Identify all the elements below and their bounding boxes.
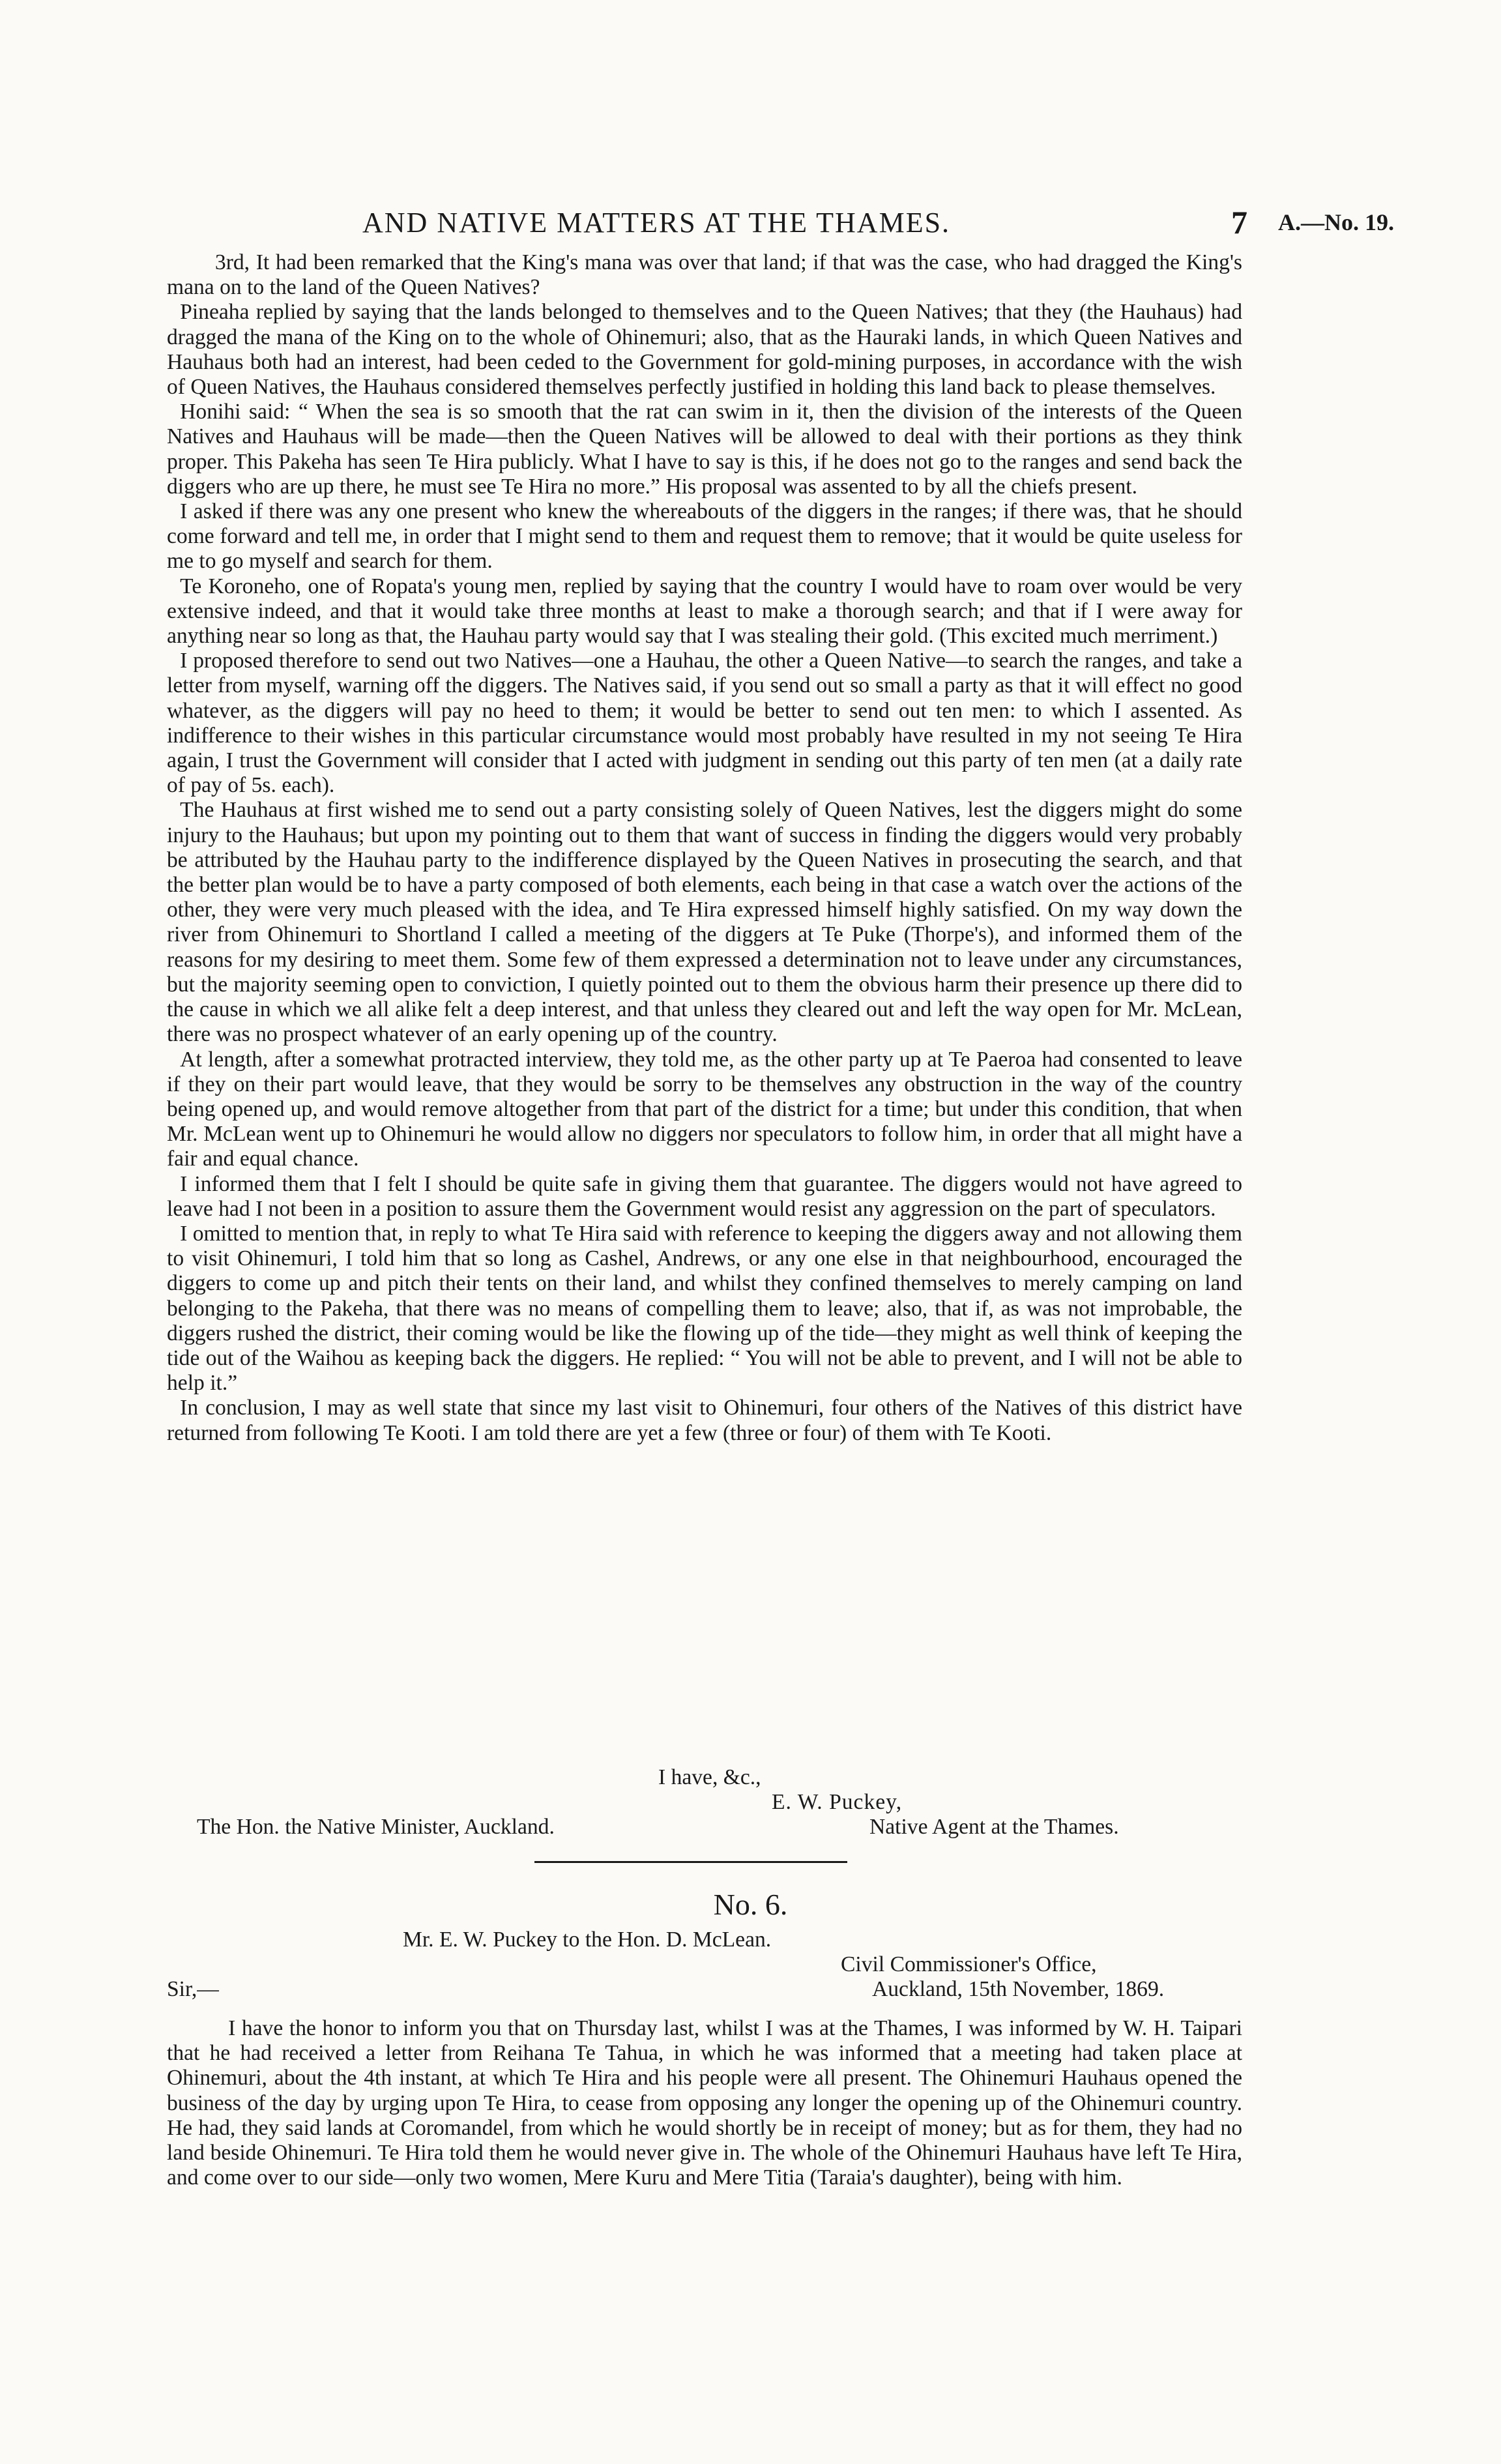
letter-body	[167, 250, 1242, 1446]
recipient: The Hon. the Native Minister, Auckland.	[197, 1815, 555, 1839]
signature-name: E. W. Puckey,	[772, 1790, 903, 1814]
paragraph: I have the honor to inform you that on Thursday last, whilst I was at the Thames, I was informed by W. H. Taipari that he had received a letter from Reihana Te Tahua, in which he was informed that a meeting had taken place at Ohinemuri, about the 4th instant, at which Te Hira and his people were all present. The Ohinemuri Hauhaus opened the business of the day by urging upon Te Hira, to cease from opposing any longer the opening up of the Ohinemuri country. He had, they said lands at Coromandel, from which he would shortly be in receipt of money; but as for them, they had no land beside Ohinemuri. Te Hira told them he would never give in. The whole of the Ohinemuri Hauhaus have left Te Hira, and come over to our side—only two women, Mere Kuru and Mere Titia (Taraia's daughter), being with him.	[167, 2016, 1242, 2190]
paragraph: 3rd, It had been remarked that the King's mana was over that land; if that was the case, who had dragged the King's mana on to the land of the Queen Natives?	[167, 250, 1242, 300]
letter-2-body	[167, 2016, 1242, 2190]
section-divider	[534, 1861, 847, 1863]
paragraph: In conclusion, I may as well state that since my last visit to Ohinemuri, four others of the Natives of this district have returned from following Te Kooti. I am told there are yet a few (three or four) of them with Te Kooti.	[167, 1396, 1242, 1445]
paragraph: Pineaha replied by saying that the lands belonged to themselves and to the Queen Natives; that they (the Hauhaus) had dragged the mana of the King on to the whole of Ohinemuri; also, that as the Hauraki lands, in which Queen Natives and Hauhaus both had an interest, had been ceded to the Government for gold-mining purposes, in accordance with the wish of Queen Natives, the Hauhaus considered themselves perfectly justified in holding this land back to please themselves.	[167, 300, 1242, 400]
letter-number: No. 6.	[713, 1888, 788, 1921]
office-line: Civil Commissioner's Office,	[841, 1952, 1097, 1976]
paragraph: The Hauhaus at first wished me to send out a party consisting solely of Queen Natives, lest the diggers might do some injury to the Hauhaus; but upon my pointing out to them that want of success in finding the diggers would very probably be attributed by the Hauhau party to the indifference displayed by the Queen Natives in prosecuting the search, and that the better plan would be to have a party composed of both elements, each being in that case a watch over the actions of the other, they were very much pleased with the idea, and Te Hira expressed himself highly satisfied. On my way down the river from Ohinemuri to Shortland I called a meeting of the diggers at Te Puke (Thorpe's), and informed them of the reasons for my desiring to meet them. Some few of them expressed a determination not to leave under any circumstances, but the majority seeming open to conviction, I quietly pointed out to them the obvious harm their presence up there did to the cause in which we all alike felt a deep interest, and that unless they cleared out and left the way open for Mr. McLean, there was no prospect whatever of an early opening up of the country.	[167, 798, 1242, 1047]
paragraph: Te Koroneho, one of Ropata's young men, replied by saying that the country I would have to roam over would be very extensive indeed, and that it would take three months at least to make a thorough search; and that if I were away for anything near so long as that, the Hauhau party would say that I was stealing their gold. (This excited much merriment.)	[167, 574, 1242, 649]
paragraph: I asked if there was any one present who knew the whereabouts of the diggers in the ranges; if there was, that he should come forward and tell me, in order that I might send to them and request them to remove; that it would be quite useless for me to go myself and search for them.	[167, 499, 1242, 574]
salutation: Sir,—	[167, 1977, 219, 2001]
paragraph: Honihi said: “ When the sea is so smooth that the rat can swim in it, then the division of the interests of the Queen Natives and Hauhaus will be made—then the Queen Natives will be allowed to deal with their portions as they think proper. This Pakeha has seen Te Hira publicly. What I have to say is this, if he does not go to the ranges and send back the diggers who are up there, he must see Te Hira no more.” His proposal was assented to by all the chiefs present.	[167, 400, 1242, 499]
letter-heading: Mr. E. W. Puckey to the Hon. D. McLean.	[403, 1928, 772, 1952]
page-header	[167, 206, 1418, 252]
signatory-title: Native Agent at the Thames.	[869, 1815, 1119, 1839]
paragraph: I informed them that I felt I should be quite safe in giving them that guarantee. The diggers would not have agreed to leave had I not been in a position to assure them the Government would resist any aggression on the part of speculators.	[167, 1171, 1242, 1221]
letter-date: Auckland, 15th November, 1869.	[872, 1977, 1165, 2001]
paragraph: At length, after a somewhat protracted interview, they told me, as the other party up at Te Paeroa had consented to leave if they on their part would leave, that they would be sorry to be themselves any obstruction in the way of the country being opened up, and would remove altogether from that part of the district for a time; but under this condition, that when Mr. McLean went up to Ohinemuri he would allow no diggers nor speculators to follow him, in order that all might have a fair and equal chance.	[167, 1047, 1242, 1171]
page-number: 7	[1231, 204, 1247, 241]
paragraph: I proposed therefore to send out two Natives—one a Hauhau, the other a Queen Native—to search the ranges, and take a letter from myself, warning off the diggers. The Natives said, if you send out so small a party as that it will effect no good whatever, as the diggers will pay no heed to them; it would be better to send out ten men: to which I assented. As indifference to their wishes in this particular circumstance would most probably have resulted in my not seeing Te Hira again, I trust the Government will consider that I acted with judgment in sending out this party of ten men (at a daily rate of pay of 5s. each).	[167, 649, 1242, 798]
paragraph: I omitted to mention that, in reply to what Te Hira said with reference to keeping the diggers away and not allowing them to visit Ohinemuri, I told him that so long as Cashel, Andrews, or any one else in that neighbourhood, encouraged the diggers to come up and pitch their tents on their land, and whilst they confined themselves to merely camping on land belonging to the Pakeha, that there was no means of compelling them to leave; also, that if, as was not improbable, the diggers rushed the district, their coming would be like the flowing up of the tide—they might as well think of keeping the tide out of the Waihou as keeping back the diggers. He replied: “ You will not be able to prevent, and I will not be able to help it.”	[167, 1221, 1242, 1396]
running-title: AND NATIVE MATTERS AT THE THAMES.	[362, 207, 951, 239]
series-number: A.—No. 19.	[1278, 209, 1394, 235]
closing: I have, &c.,	[658, 1765, 761, 1789]
